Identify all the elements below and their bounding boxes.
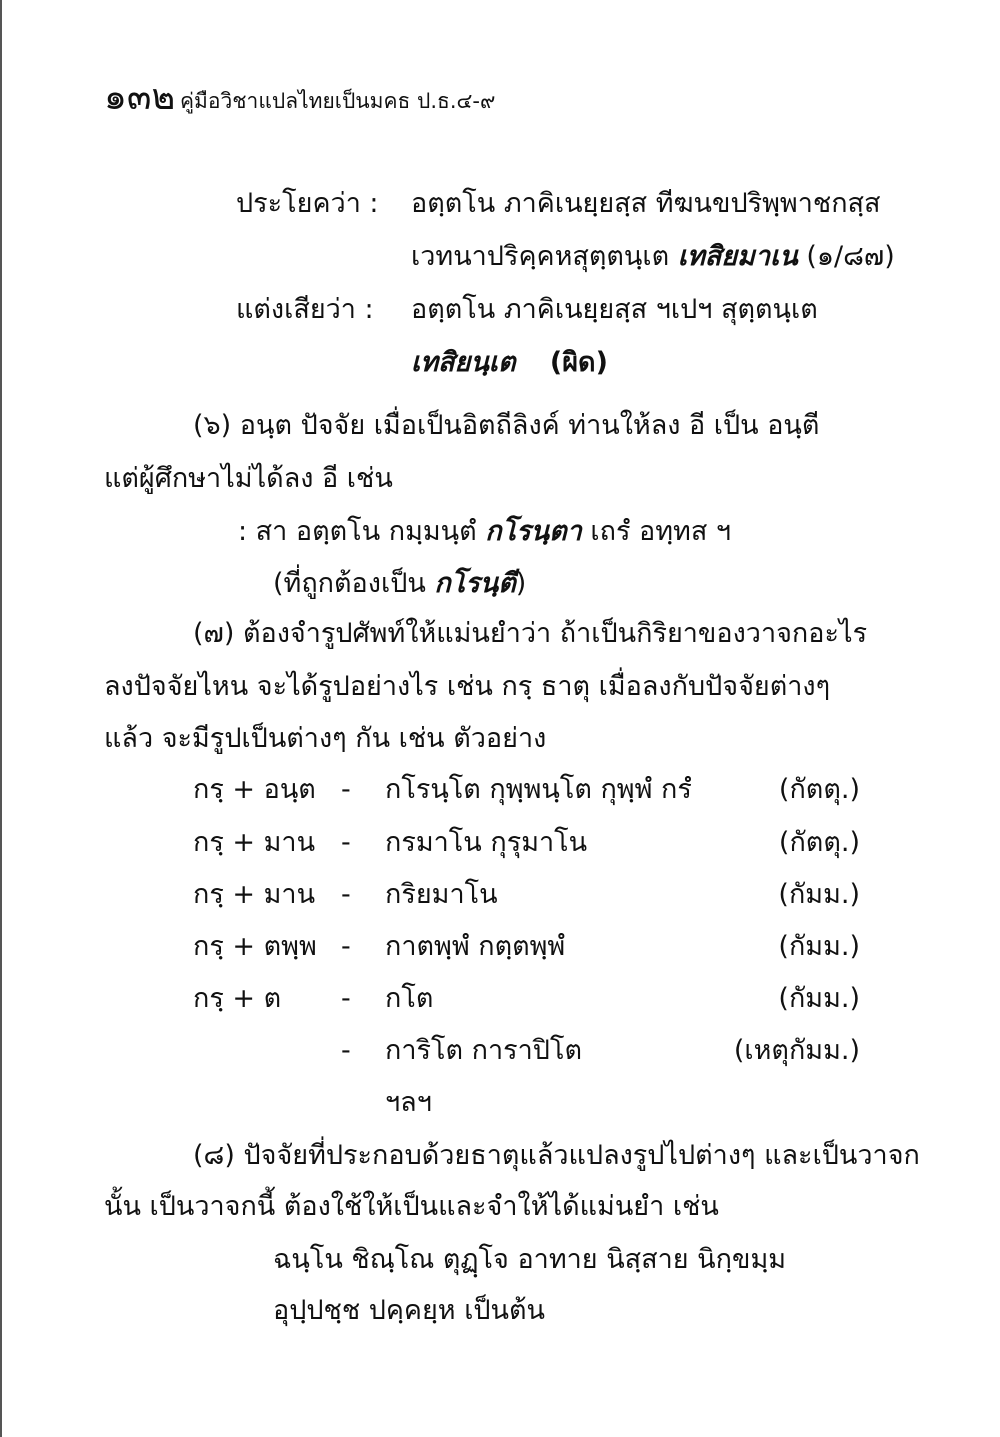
page-number: ๑๓๒ bbox=[104, 77, 176, 118]
example-line-4-highlight: เทสิยนฺเต bbox=[411, 347, 516, 378]
para6-example-2-a: (ที่ถูกต้องเป็น bbox=[273, 568, 426, 599]
para7-line-1: (๗) ต้องจำรูปศัพท์ให้แม่นยำว่า ถ้าเป็นกิริยาของวาจกอะไร bbox=[193, 618, 868, 649]
table-row-voice: (เหตุกัมม.) bbox=[733, 1035, 860, 1066]
para8-example-2: อุปฺปชฺช ปคฺคยฺห เป็นต้น bbox=[273, 1295, 546, 1326]
table-row-forms: กโรนฺโต กุพฺพนฺโต กุพฺพํ กรํ bbox=[385, 774, 692, 805]
table-row-left: กรฺ + มาน bbox=[193, 827, 316, 858]
table-row-dash: - bbox=[341, 983, 351, 1014]
para6-example-2 bbox=[273, 567, 526, 601]
example-line-2-ref: (๑/๘๗) bbox=[806, 241, 895, 272]
para8-line-2: นั้น เป็นวาจกนี้ ต้องใช้ให้เป็นและจำให้ได้แม่นยำ เช่น bbox=[104, 1191, 719, 1222]
para6-example-2-c: ) bbox=[515, 568, 527, 599]
table-row-forms: กาตพฺพํ กตฺตพฺพํ bbox=[385, 931, 566, 962]
table-row-dash: - bbox=[341, 931, 351, 962]
table-row-dash: - bbox=[341, 827, 351, 858]
table-row-voice: (กัมม.) bbox=[778, 931, 860, 962]
example-label-sentence: ประโยคว่า : bbox=[236, 188, 379, 219]
book-title: คู่มือวิชาแปลไทยเป็นมคธ ป.ธ.๔-๙ bbox=[180, 89, 496, 113]
table-row-left: กรฺ + มาน bbox=[193, 879, 316, 910]
table-etc: ฯลฯ bbox=[385, 1087, 432, 1118]
table-row-voice: (กัมม.) bbox=[778, 879, 860, 910]
table-row-dash: - bbox=[341, 1035, 351, 1066]
table-row-forms: กริยมาโน bbox=[385, 879, 498, 910]
example-line-3: อตฺตโน ภาคิเนยฺยสฺส ฯเปฯ สุตฺตนฺเต bbox=[411, 294, 818, 325]
table-row-left: กรฺ + ตพฺพ bbox=[193, 931, 317, 962]
para6-example-1 bbox=[238, 515, 731, 549]
example-label-composed: แต่งเสียว่า : bbox=[236, 294, 374, 325]
table-row-forms: กรมาโน กุรุมาโน bbox=[385, 827, 588, 858]
example-line-2 bbox=[411, 240, 895, 274]
example-line-2-text: เวทนาปริคฺคหสุตฺตนฺเต bbox=[411, 241, 670, 272]
table-row-dash: - bbox=[341, 774, 351, 805]
example-line-4-wrong: (ผิด) bbox=[549, 347, 608, 378]
table-row-left: กรฺ + ต bbox=[193, 983, 282, 1014]
para8-example-1: ฉนฺโน ชิณฺโณ ตุฏฺโจ อาทาย นิสฺสาย นิกฺขมฺม bbox=[273, 1244, 787, 1275]
para6-example-2-highlight: กโรนฺตี bbox=[434, 568, 516, 599]
table-row-voice: (กัมม.) bbox=[778, 983, 860, 1014]
table-row-forms: กโต bbox=[385, 983, 434, 1014]
para6-line-1: (๖) อนฺต ปัจจัย เมื่อเป็นอิตถีลิงค์ ท่านให้ลง อี เป็น อนฺตี bbox=[193, 410, 820, 441]
para8-line-1: (๘) ปัจจัยที่ประกอบด้วยธาตุแล้วแปลงรูปไปต่างๆ และเป็นวาจก bbox=[193, 1140, 920, 1171]
table-row-voice: (กัตตุ.) bbox=[778, 774, 860, 805]
example-line-2-highlight: เทสิยมาเน bbox=[677, 241, 798, 272]
table-row-left: กรฺ + อนฺต bbox=[193, 774, 316, 805]
example-line-4 bbox=[411, 346, 608, 380]
para6-example-1-a: : สา อตฺตโน กมฺมนฺตํ bbox=[238, 516, 477, 547]
example-line-1: อตฺตโน ภาคิเนยฺยสฺส ทีฆนขปริพฺพาชกสฺส bbox=[411, 188, 881, 219]
para7-line-2: ลงปัจจัยไหน จะได้รูปอย่างไร เช่น กรฺ ธาตุ เมื่อลงกับปัจจัยต่างๆ bbox=[104, 671, 831, 702]
para7-line-3: แล้ว จะมีรูปเป็นต่างๆ กัน เช่น ตัวอย่าง bbox=[104, 723, 547, 754]
table-row-voice: (กัตตุ.) bbox=[778, 827, 860, 858]
table-row-dash: - bbox=[341, 879, 351, 910]
table-row-forms: การิโต การาปิโต bbox=[385, 1035, 582, 1066]
para6-example-1-c: เถรํ อทฺทส ฯ bbox=[590, 516, 732, 547]
para6-line-2: แต่ผู้ศึกษาไม่ได้ลง อี เช่น bbox=[104, 463, 393, 494]
para6-example-1-highlight: กโรนฺตา bbox=[485, 516, 582, 547]
